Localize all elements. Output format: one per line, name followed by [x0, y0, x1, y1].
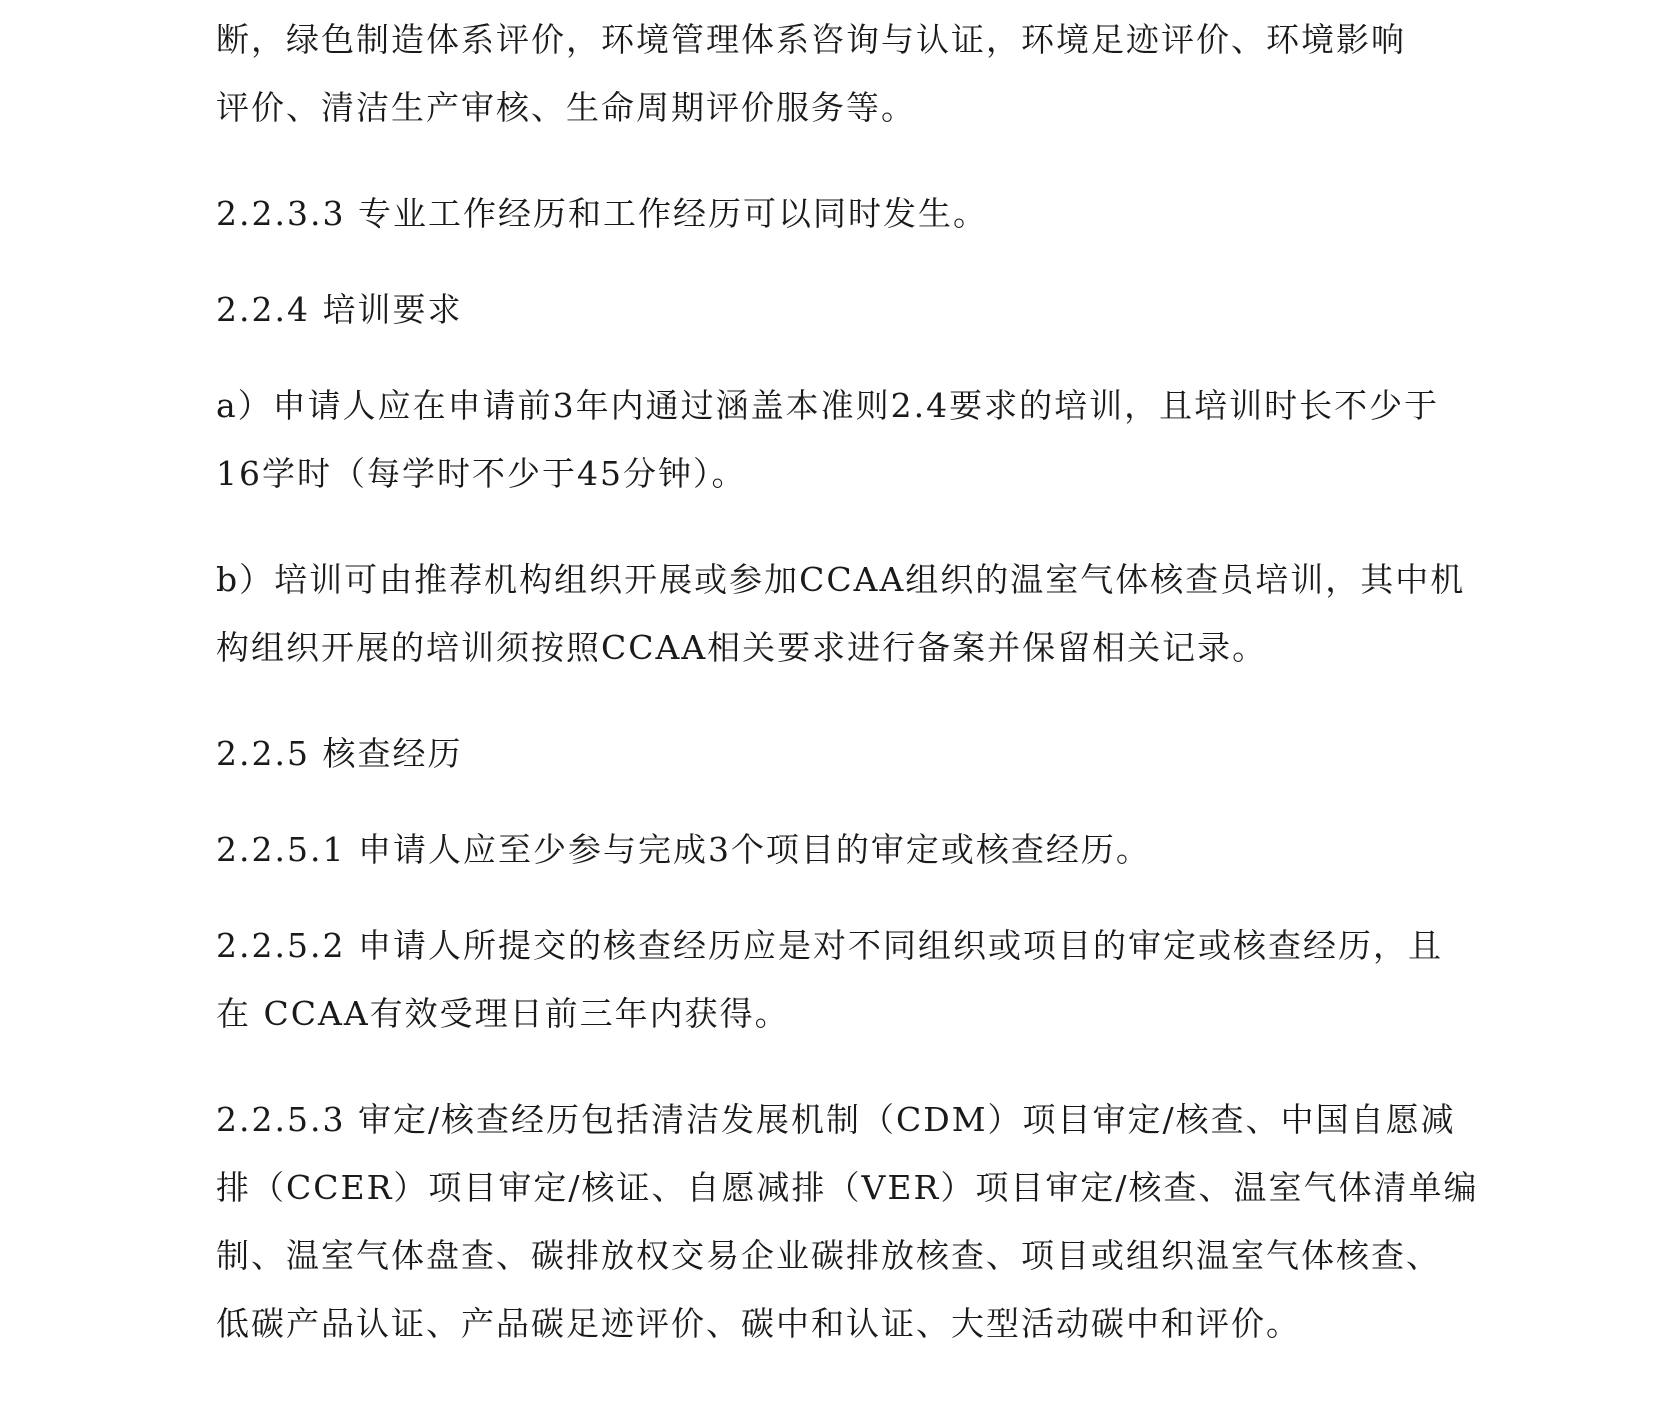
paragraph-2-2-5-2 [216, 912, 1516, 1048]
text-line: 在 CCAA有效受理日前三年内获得。 [216, 994, 790, 1033]
text-line: a）申请人应在申请前3年内通过涵盖本准则2.4要求的培训，且培训时长不少于 [216, 386, 1440, 425]
paragraph-2-2-4-b [216, 546, 1516, 682]
text-line: 评价、清洁生产审核、生命周期评价服务等。 [216, 88, 916, 127]
heading-2-2-4 [216, 276, 1516, 344]
text-line: 16学时（每学时不少于45分钟）。 [216, 454, 747, 493]
paragraph-green-manufacturing [216, 6, 1516, 142]
text-line: 制、温室气体盘查、碳排放权交易企业碳排放核查、项目或组织温室气体核查、 [216, 1236, 1441, 1275]
text-line: 排（CCER）项目审定/核证、自愿减排（VER）项目审定/核查、温室气体清单编 [216, 1168, 1479, 1207]
text-line: 2.2.5.3 审定/核查经历包括清洁发展机制（CDM）项目审定/核查、中国自愿减 [216, 1100, 1456, 1139]
section-heading: 2.2.5 核查经历 [216, 734, 463, 773]
text-line: 2.2.3.3 专业工作经历和工作经历可以同时发生。 [216, 194, 988, 233]
text-line: 2.2.5.2 申请人所提交的核查经历应是对不同组织或项目的审定或核查经历，且 [216, 926, 1443, 965]
text-line: 构组织开展的培训须按照CCAA相关要求进行备案并保留相关记录。 [216, 628, 1268, 667]
paragraph-2-2-5-1 [216, 816, 1516, 884]
section-heading: 2.2.4 培训要求 [216, 290, 463, 329]
text-line: 断，绿色制造体系评价，环境管理体系咨询与认证，环境足迹评价、环境影响 [216, 20, 1406, 59]
heading-2-2-5 [216, 720, 1516, 788]
paragraph-2-2-3-3 [216, 180, 1516, 248]
text-line: b）培训可由推荐机构组织开展或参加CCAA组织的温室气体核查员培训，其中机 [216, 560, 1466, 599]
paragraph-2-2-5-3 [216, 1086, 1516, 1358]
text-line: 2.2.5.1 申请人应至少参与完成3个项目的审定或核查经历。 [216, 830, 1151, 869]
paragraph-2-2-4-a [216, 372, 1516, 508]
text-line: 低碳产品认证、产品碳足迹评价、碳中和认证、大型活动碳中和评价。 [216, 1304, 1301, 1343]
